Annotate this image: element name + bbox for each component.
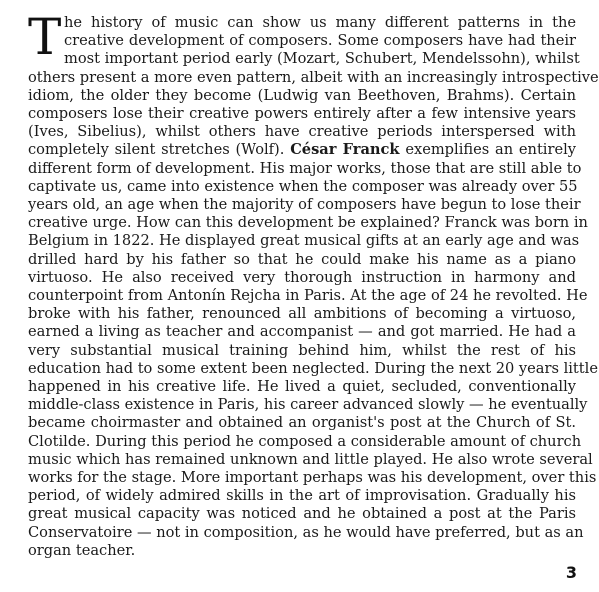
page-number: 3 — [565, 563, 577, 582]
text-line: years old, an age when the majority of composers have begun to lose their — [28, 196, 581, 214]
text-line: counterpoint from Antonín Rejcha in Paris. At the age of 24 he revolted. He — [28, 287, 588, 305]
text-line: earned a living as teacher and accompanist — and got married. He had a — [28, 323, 576, 341]
text-line: captivate us, came into existence when the composer was already over 55 — [28, 177, 578, 195]
text-line: broke with his father, renounced all ambitions of becoming a virtuoso, — [28, 305, 576, 323]
text-line: great musical capacity was noticed and he obtained a post at the Paris — [28, 505, 576, 523]
text-line: very substantial musical training behind him, whilst the rest of his — [28, 341, 576, 359]
text-line: education had to some extent been neglected. During the next 20 years little — [28, 359, 598, 377]
text-line: music which has remained unknown and little played. He also wrote several — [28, 450, 593, 468]
text-line: composers lose their creative powers entirely after a few intensive years — [28, 105, 576, 123]
text-line: drilled hard by his father so that he could make his name as a piano — [28, 250, 576, 268]
text-line: Clotilde. During this period he composed a considerable amount of church — [28, 432, 582, 450]
text-line: organ teacher. — [28, 541, 136, 559]
text-line: creative urge. How can this development be explained? Franck was born in — [28, 214, 588, 232]
text-line: most important period early (Mozart, Schubert, Mendelssohn), whilst — [64, 50, 580, 68]
text-line: became choirmaster and obtained an organist's post at the Church of St. — [28, 414, 576, 432]
text-line: works for the stage. More important perhaps was his development, over this — [28, 469, 597, 487]
text-line: happened in his creative life. He lived a quiet, secluded, conventionally — [28, 378, 576, 396]
composer-name-bold: César Franck — [290, 141, 400, 159]
text-line: period, of widely admired skills in the art of improvisation. Gradually his — [28, 487, 576, 505]
drop-cap-letter: T — [28, 8, 62, 66]
text-line: virtuoso. He also received very thorough instruction in harmony and — [28, 268, 576, 286]
text-line: (Ives, Sibelius), whilst others have creative periods interspersed with — [28, 123, 576, 141]
text-segment: completely silent stretches (Wolf). — [28, 141, 285, 159]
text-line: others present a more even pattern, albeit with an increasingly introspective — [28, 68, 599, 86]
body-paragraph — [28, 8, 599, 560]
text-line-composite — [28, 141, 576, 159]
text-line: idiom, the older they become (Ludwig van Beethoven, Brahms). Certain — [28, 86, 576, 104]
text-line: different form of development. His major works, those that are still able to — [28, 159, 582, 177]
text-line: Belgium in 1822. He displayed great musical gifts at an early age and was — [28, 232, 580, 250]
text-segment: exemplifies an entirely — [405, 141, 577, 159]
text-line: Conservatoire — not in composition, as he would have preferred, but as an — [28, 523, 584, 541]
text-line: middle-class existence in Paris, his career advanced slowly — he eventually — [28, 396, 588, 414]
text-line: he history of music can show us many different patterns in the — [64, 14, 576, 31]
text-line: creative development of composers. Some composers have had their — [64, 32, 576, 50]
